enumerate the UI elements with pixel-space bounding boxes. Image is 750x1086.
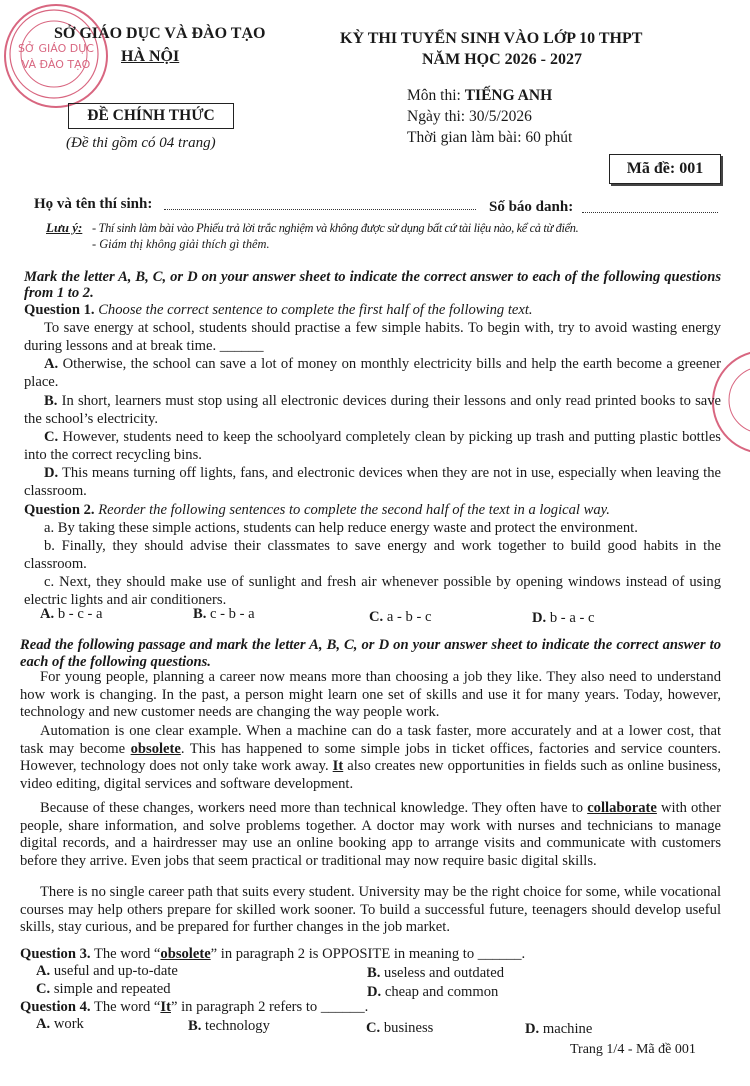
- q4-text-b: ” in paragraph 2 refers to ______.: [170, 999, 369, 1015]
- candidate-number-label: Số báo danh:: [489, 199, 574, 215]
- subject-value: TIẾNG ANH: [464, 87, 553, 104]
- q1-option-b-letter: B.: [44, 393, 58, 409]
- passage-paragraph-3: [20, 800, 721, 870]
- seal-inner-line2: VÀ ĐÀO TẠO: [21, 58, 91, 71]
- candidate-number-field: [582, 212, 718, 213]
- subject-row: [407, 87, 552, 105]
- q3-option-b-letter: B.: [367, 965, 381, 981]
- q2-option-b-letter: B.: [193, 606, 207, 622]
- q2-sentence-a: a. By taking these simple actions, students can help reduce energy waste and protect the environment.: [44, 520, 638, 536]
- candidate-name-label: Họ và tên thí sinh:: [34, 196, 153, 212]
- official-label-box: [68, 103, 234, 129]
- q1-option-c-letter: C.: [44, 429, 59, 445]
- q1-option-c-text: However, students need to keep the schoolyard completely clean by picking up trash and putting plastic bottles into the correct recycling bins.: [24, 429, 721, 463]
- passage-word-obsolete: obsolete: [130, 740, 181, 757]
- q1-label: Question 1.: [24, 302, 95, 318]
- date-label: Ngày thi:: [407, 108, 466, 125]
- exam-code-box: [609, 154, 721, 184]
- exam-code-value: 001: [679, 160, 704, 177]
- official-label: ĐỀ CHÍNH THỨC: [87, 107, 215, 124]
- subject-label: Môn thi:: [407, 87, 461, 104]
- q3-text-b: ” in paragraph 2 is OPPOSITE in meaning to ______.: [210, 946, 526, 962]
- q1-option-a: [24, 356, 721, 391]
- q4-option-b: [188, 1018, 270, 1036]
- date-value: 30/5/2026: [469, 108, 532, 125]
- q3-option-d-letter: D.: [367, 984, 382, 1000]
- exam-title: KỲ THI TUYỂN SINH VÀO LỚP 10 THPT: [340, 30, 643, 47]
- official-seal: [4, 4, 108, 108]
- q2-option-a-letter: A.: [40, 606, 55, 622]
- q1-option-a-text: Otherwise, the school can save a lot of money on monthly electricity bills and help the earth become a greener place.: [24, 356, 721, 390]
- q1-option-d: [24, 465, 721, 500]
- q1-option-c: [24, 429, 721, 464]
- q3-option-a-letter: A.: [36, 963, 51, 979]
- q4-option-d-letter: D.: [525, 1021, 540, 1037]
- passage-p2-part2: . This has happened to some simple jobs in ticket offices, factories and service counters. However, technology does not only take work away.: [20, 740, 721, 775]
- time-value: 60 phút: [525, 129, 573, 146]
- q4-option-d: [525, 1021, 592, 1039]
- q1-option-b-text: In short, learners must stop using all electronic devices during their lessons and only read printed books to save the school’s electricity.: [24, 393, 721, 427]
- q4-option-a: [36, 1016, 84, 1034]
- q2-header: [24, 502, 721, 520]
- time-row: [407, 129, 572, 147]
- section1-instruction: Mark the letter A, B, C, or D on your answer sheet to indicate the correct answer to each of the following questions from 1 to 2.: [24, 269, 721, 301]
- q2-option-c: [369, 609, 431, 627]
- q1-prompt: Choose the correct sentence to complete the first half of the following text.: [98, 302, 533, 318]
- q3-header: [20, 946, 717, 964]
- q3-text-a: The word “: [93, 946, 161, 962]
- q4-option-b-letter: B.: [188, 1018, 202, 1034]
- q2-option-b: [193, 606, 255, 624]
- q1-text: [24, 320, 721, 355]
- q4-text-a: The word “: [93, 999, 161, 1015]
- seal-inner-line1: SỞ GIÁO DỤC: [18, 42, 94, 55]
- page-footer: Trang 1/4 - Mã đề 001: [570, 1042, 696, 1057]
- school-year: NĂM HỌC 2026 - 2027: [422, 51, 582, 68]
- q2-option-d: [532, 610, 594, 628]
- q3-option-b: [367, 965, 504, 983]
- note-label: Lưu ý:: [46, 220, 83, 235]
- q2-option-b-text: c - b - a: [210, 606, 255, 622]
- passage-p2-part3: also creates new opportunities in fields such as online business, video editing, digital services and software development.: [20, 758, 722, 792]
- q1-option-a-letter: A.: [44, 356, 59, 372]
- q2-option-c-letter: C.: [369, 609, 384, 625]
- date-row: [407, 108, 532, 126]
- section2-instruction: Read the following passage and mark the letter A, B, C, or D on your answer sheet to indicate the correct answer to each of the following questions.: [20, 637, 721, 670]
- passage-p3-part2: with other people, share information, and solve problems together. A doctor may work with nurses and technicians to manage digital records, and a hairdresser may use an online booking app to arrange visits and communicate with customers before they arrive. Even jobs that seem practical or traditional may now require basic digital skills.: [20, 800, 721, 869]
- passage-word-collaborate: collaborate: [587, 800, 657, 816]
- q2-prompt: Reorder the following sentences to complete the second half of the text in a logical way.: [98, 502, 610, 518]
- passage-paragraph-1: For young people, planning a career now means more than choosing a job they like. They also need to understand how work is changing. In the past, a person might learn one set of skills and use it for many years. Today, however, technology and new customer needs are changing the way people work.: [20, 669, 721, 721]
- q1-option-d-letter: D.: [44, 465, 59, 481]
- q3-option-c: [36, 981, 171, 999]
- q3-option-b-text: useless and outdated: [384, 965, 505, 981]
- q3-label: Question 3.: [20, 946, 91, 962]
- q1-text-body: To save energy at school, students should practise a few simple habits. To begin with, try to avoid wasting energy during lessons and at break time.: [24, 320, 721, 354]
- q1-header: [24, 302, 721, 320]
- q2-option-d-letter: D.: [532, 610, 547, 626]
- dept-line2: HÀ NỘI: [121, 48, 180, 65]
- time-label: Thời gian làm bài:: [407, 129, 522, 146]
- q4-word: It: [160, 999, 171, 1015]
- q2-option-a: [40, 606, 102, 624]
- passage-paragraph-4: There is no single career path that suits every student. University may be the right choice for some, while vocational courses may help others prepare for skilled work sooner. To build a successful future, teenagers should develop useful skills, stay curious, and be prepared for further changes in the job market.: [20, 884, 721, 936]
- passage-word-it: It: [332, 758, 344, 775]
- passage-p2-part1: Automation is one clear example. When a machine can do a task faster, more accurately and at a lower cost, that task may become: [20, 723, 721, 757]
- q3-option-a: [36, 963, 178, 981]
- passage-paragraph-2: [20, 723, 721, 793]
- q1-option-b: [24, 393, 721, 428]
- q4-option-c-text: business: [383, 1020, 434, 1036]
- q4-header: [20, 999, 717, 1017]
- q4-option-a-letter: A.: [36, 1016, 51, 1032]
- dept-line1: SỞ GIÁO DỤC VÀ ĐÀO TẠO: [54, 25, 266, 42]
- q2-option-d-text: b - a - c: [549, 610, 595, 626]
- q3-option-d-text: cheap and common: [384, 984, 499, 1000]
- exam-code-label: Mã đề:: [626, 160, 676, 177]
- q4-label: Question 4.: [20, 999, 91, 1015]
- passage-p3-part1: Because of these changes, workers need more than technical knowledge. They often have to: [40, 800, 588, 816]
- candidate-name-field: [164, 209, 476, 210]
- q1-blank: ______: [219, 337, 264, 354]
- note-line2: - Giám thị không giải thích gì thêm.: [92, 237, 270, 251]
- q4-option-a-text: work: [53, 1016, 84, 1032]
- q2-option-a-text: b - c - a: [57, 606, 103, 622]
- q3-option-c-text: simple and repeated: [53, 981, 171, 997]
- q4-option-d-text: machine: [542, 1021, 593, 1037]
- q2-option-c-text: a - b - c: [386, 609, 432, 625]
- pages-note: (Đề thi gồm có 04 trang): [66, 135, 216, 151]
- q3-option-a-text: useful and up-to-date: [53, 963, 178, 979]
- note-line1: - Thí sinh làm bài vào Phiếu trả lời trắc nghiệm và không được sử dụng bất cứ tài liệu nào, kể cả từ điển.: [92, 221, 579, 235]
- q1-option-d-text: This means turning off lights, fans, and electronic devices when they are not in use, especially when leaving the classroom.: [24, 465, 721, 499]
- q2-label: Question 2.: [24, 502, 95, 518]
- q3-option-c-letter: C.: [36, 981, 51, 997]
- q2-sentence-c: c. Next, they should make use of sunlight and fresh air whenever possible by opening windows instead of using electric lights and air conditioners.: [24, 574, 721, 608]
- q4-option-c-letter: C.: [366, 1020, 381, 1036]
- q4-option-b-text: technology: [205, 1018, 270, 1034]
- q2-sentence-b: b. Finally, they should advise their classmates to save energy and work together to build good habits in the classroom.: [24, 538, 721, 572]
- q4-option-c: [366, 1020, 433, 1038]
- q3-word: obsolete: [160, 946, 211, 962]
